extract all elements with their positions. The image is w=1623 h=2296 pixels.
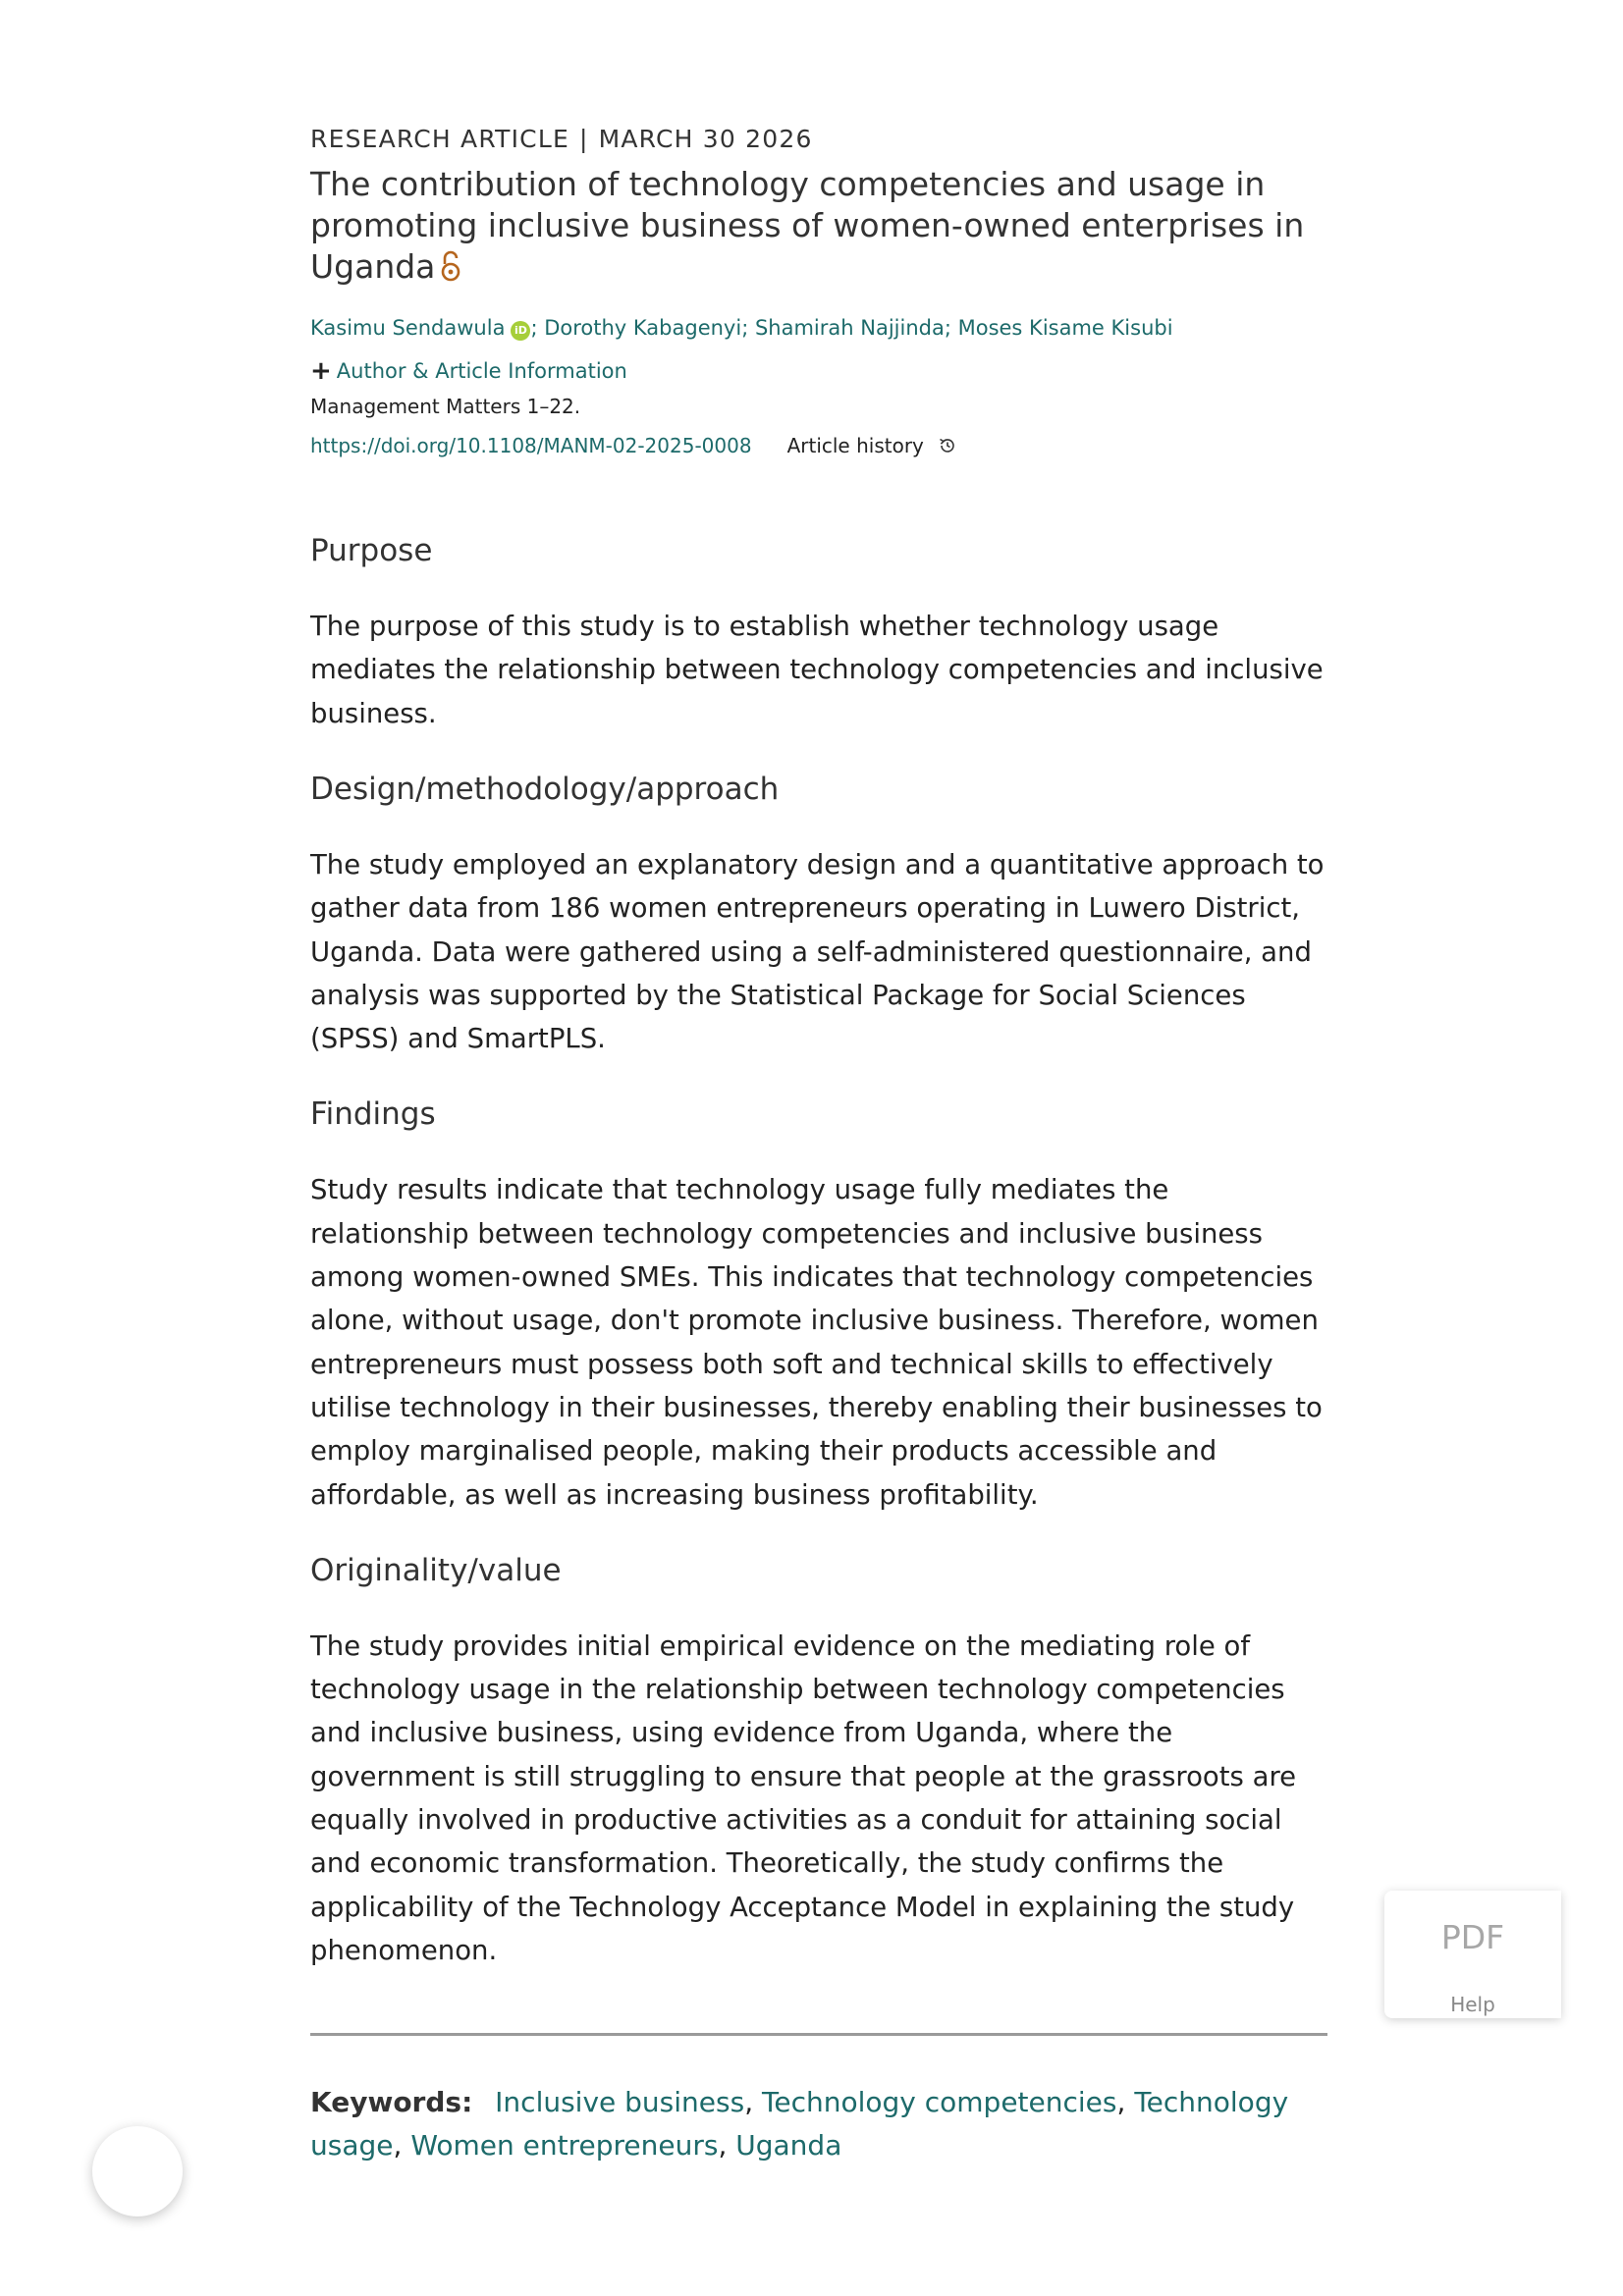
keyword-separator: , — [1116, 2086, 1126, 2119]
author-link-4[interactable]: Moses Kisame Kisubi — [957, 316, 1173, 341]
info-toggle-label: Author & Article Information — [336, 359, 627, 384]
open-lock-icon — [441, 250, 460, 292]
author-separator: ; — [944, 316, 951, 341]
keyword-link[interactable]: Technology competencies — [762, 2086, 1117, 2119]
article-type: RESEARCH ARTICLE — [310, 125, 569, 153]
keywords-block — [310, 2081, 1331, 2167]
author-list — [310, 313, 1331, 343]
article-meta-line — [310, 123, 1331, 156]
keyword-link[interactable]: Technology usage — [310, 2086, 1289, 2163]
doi-row — [310, 431, 1331, 460]
author-link-3[interactable]: Shamirah Najjinda — [754, 316, 945, 341]
article-history-label: Article history — [786, 434, 924, 458]
author-separator: ; — [530, 316, 538, 341]
author-separator: ; — [741, 316, 749, 341]
author-link-2[interactable]: Dorothy Kabagenyi — [544, 316, 742, 341]
article-title-text: The contribution of technology competencies and usage in promoting inclusive business of women-owned enterprises in Uganda — [310, 165, 1305, 286]
keyword-separator: , — [718, 2129, 728, 2163]
article-history-button[interactable] — [787, 431, 957, 460]
author-link-1[interactable]: Kasimu Sendawula — [310, 316, 506, 341]
findings-text: Study results indicate that technology usage fully mediates the relationship between technology competencies and inclusive business among women-owned SMEs. This indicates that technology competencies alone, without usage, don't promote inclusive business. Therefore, women entrepreneurs must possess both soft and technical skills to effectively utilise technology in their businesses, thereby enabling their businesses to employ marginalised people, making their products accessible and affordable, as well as increasing business profitability. — [310, 1174, 1323, 1511]
design-text: The study employed an explanatory design and a quantitative approach to gather data from 186 women entrepreneurs operating in Luwero District, Uganda. Data were gathered using a self-administered questionnaire, and analysis was supported by the Statistical Package for Social Sciences (SPSS) and SmartPLS. — [310, 849, 1325, 1055]
author-article-info-toggle[interactable] — [310, 356, 1331, 386]
section-divider — [310, 2033, 1327, 2036]
design-heading: Design/methodology/approach — [310, 772, 780, 807]
originality-text: The study provides initial empirical evidence on the mediating role of technology usage in the relationship between technology competencies and inclusive business, using evidence from Uganda, where the government is still struggling to ensure that people at the grassroots are equally involved in productive activities as a conduit for attaining social and economic transformation. Theoretically, the study confirms the applicability of the Technology Acceptance Model in explaining the study phenomenon. — [310, 1629, 1297, 1966]
originality-heading: Originality/value — [310, 1552, 562, 1588]
purpose-text: The purpose of this study is to establish whether technology usage mediates the relationship between technology competencies and inclusive business. — [310, 611, 1324, 729]
plus-icon: + — [310, 356, 332, 387]
journal-citation: Management Matters 1–22. — [310, 395, 581, 419]
article-date: MARCH 30 2026 — [598, 125, 813, 153]
purpose-heading: Purpose — [310, 533, 433, 569]
pdf-button[interactable]: PDF — [1440, 1918, 1505, 1956]
doi-link[interactable]: https://doi.org/10.1108/MANM-02-2025-0008 — [310, 434, 752, 458]
pdf-help-widget[interactable] — [1384, 1891, 1561, 2018]
help-button[interactable]: Help — [1450, 1993, 1495, 2016]
findings-heading: Findings — [310, 1096, 436, 1133]
keyword-separator: , — [393, 2129, 403, 2163]
article-title — [310, 164, 1331, 292]
keyword-link[interactable]: Uganda — [735, 2129, 842, 2163]
orcid-icon[interactable]: iD — [511, 321, 530, 341]
keyword-link[interactable]: Inclusive business — [495, 2086, 745, 2119]
meta-separator: | — [578, 125, 589, 153]
keyword-link[interactable]: Women entrepreneurs — [410, 2129, 719, 2163]
keywords-label: Keywords: — [310, 2086, 473, 2119]
keyword-separator: , — [744, 2086, 754, 2119]
article-page — [310, 123, 1331, 2167]
history-icon — [938, 436, 957, 455]
floating-action-button[interactable] — [92, 2126, 183, 2216]
